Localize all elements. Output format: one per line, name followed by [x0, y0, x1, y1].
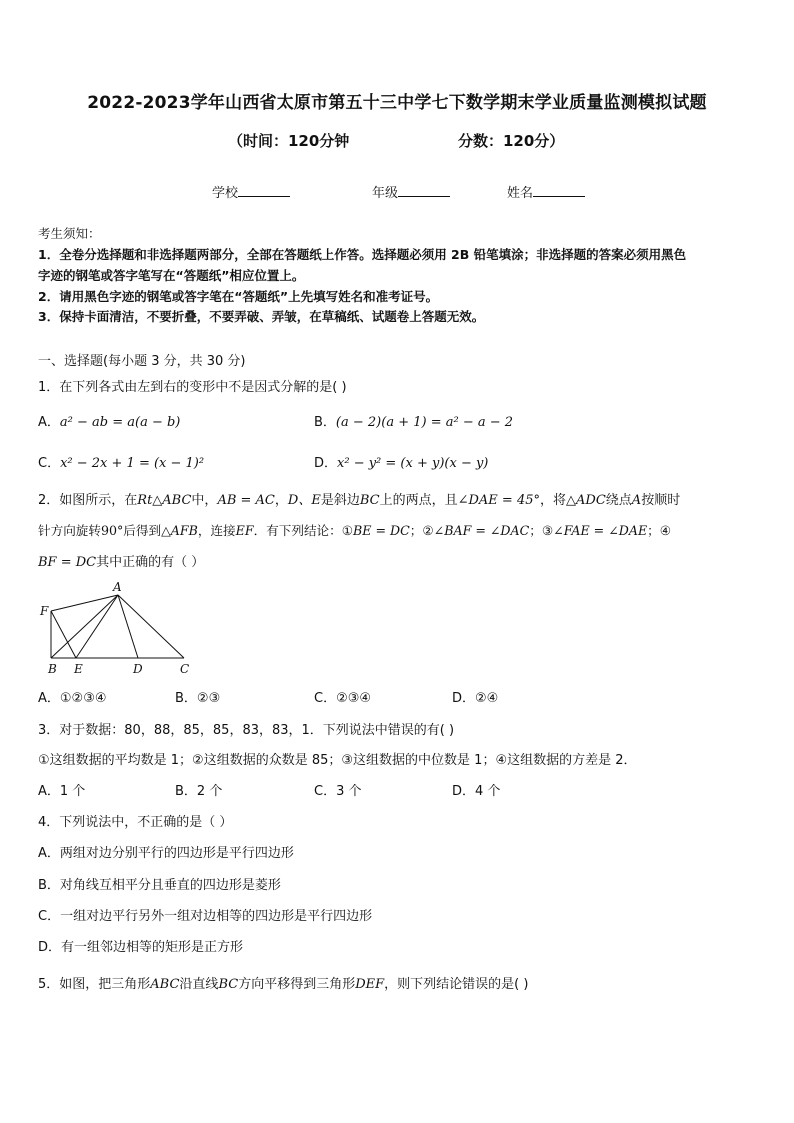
- q3-stem: 3．对于数据：80，88，85，85，83，83，1．下列说法中错误的有( ): [38, 723, 455, 738]
- q2-math: EF: [235, 523, 254, 538]
- q1-option-a[interactable]: [38, 411, 180, 430]
- label-b: B: [48, 662, 57, 676]
- q5-text: ，则下列结论错误的是( ): [384, 977, 529, 992]
- school-field[interactable]: [212, 182, 290, 201]
- name-label: 姓名: [507, 186, 534, 201]
- q2-math: A: [631, 493, 642, 508]
- q2-math: ∠FAE = ∠DAE: [553, 523, 648, 538]
- q2-math: BF = DC: [38, 555, 97, 570]
- q1-option-c-label: C．: [38, 456, 61, 471]
- q5-text: 方向平移得到三角形: [238, 977, 356, 992]
- notice-line-2: 2．请用黑色字迹的钢笔或答字笔在“答题纸”上先填写姓名和准考证号。: [38, 289, 439, 304]
- q4-option-c[interactable]: C．一组对边平行另外一组对边相等的四边形是平行四边形: [38, 909, 373, 924]
- q2-math: ∠DAE = 45°: [457, 493, 540, 508]
- label-f: F: [40, 604, 49, 618]
- q2-text: 其中正确的有（ ）: [96, 555, 205, 570]
- q5-math: ABC: [150, 977, 180, 992]
- q2-text: ；③: [529, 523, 554, 538]
- q3-line2: ①这组数据的平均数是 1；②这组数据的众数是 85；③这组数据的中位数是 1；④这组数据的方差是 2．: [38, 753, 637, 768]
- score-label: 分数：120分）: [458, 132, 565, 150]
- q4-option-b[interactable]: B．对角线互相平分且垂直的四边形是菱形: [38, 878, 281, 893]
- q2-text: 是斜边: [320, 493, 360, 508]
- label-a: A: [113, 580, 122, 594]
- q4-option-d[interactable]: D．有一组邻边相等的矩形是正方形: [38, 940, 244, 955]
- notice-line-1b: 字迹的钢笔或答字笔写在“答题纸”相应位置上。: [38, 268, 305, 283]
- q4-stem: 4．下列说法中，不正确的是（ ）: [38, 815, 233, 830]
- q2-text: ．有下列结论：①: [253, 523, 354, 538]
- grade-blank[interactable]: [398, 184, 450, 197]
- q2-stem-line2: [38, 520, 671, 539]
- q2-math: 90°: [100, 523, 124, 538]
- q5-stem: [38, 973, 528, 992]
- q2-text: 针方向旋转: [38, 523, 101, 538]
- q2-math: Rt△ABC: [137, 493, 192, 508]
- q1-option-c[interactable]: [38, 452, 204, 471]
- q2-figure: [36, 578, 196, 678]
- q1-stem: 1．在下列各式由左到右的变形中不是因式分解的是( ): [38, 380, 347, 395]
- q3-option-a[interactable]: A．1 个: [38, 784, 86, 799]
- q2-math: ∠BAF = ∠DAC: [433, 523, 530, 538]
- q2-option-a[interactable]: A．①②③④: [38, 691, 107, 706]
- q2-option-d[interactable]: D．②④: [452, 691, 499, 706]
- time-label: （时间：120分钟: [228, 132, 350, 150]
- q3-option-d[interactable]: D．4 个: [452, 784, 501, 799]
- name-field[interactable]: [507, 182, 585, 201]
- q2-math: D、E: [287, 493, 321, 508]
- q2-text: ，连接: [197, 523, 236, 538]
- q5-math: BC: [218, 977, 239, 992]
- q2-text: ；④: [647, 523, 672, 538]
- q2-text: ；②: [409, 523, 434, 538]
- q1-option-a-label: A．: [38, 415, 60, 430]
- q3-option-b[interactable]: B．2 个: [175, 784, 223, 799]
- q1-option-b-label: B．: [314, 415, 336, 430]
- q2-stem-line1: [38, 489, 680, 508]
- label-e: E: [74, 662, 83, 676]
- q5-text: 沿直线: [179, 977, 219, 992]
- line-fa: [51, 595, 118, 611]
- q1-option-b[interactable]: [314, 411, 513, 430]
- q2-text: 中，: [191, 493, 218, 508]
- q5-text: 5．如图，把三角形: [38, 977, 151, 992]
- grade-field[interactable]: [372, 182, 450, 201]
- q2-math: BC: [359, 493, 380, 508]
- line-ae: [76, 595, 118, 658]
- q2-text: 绕点: [605, 493, 632, 508]
- q4-option-a[interactable]: A．两组对边分别平行的四边形是平行四边形: [38, 846, 294, 861]
- page-title: 2022-2023学年山西省太原市第五十三中学七下数学期末学业质量监测模拟试题: [87, 93, 707, 113]
- q2-option-c[interactable]: C．②③④: [314, 691, 372, 706]
- line-fe: [51, 611, 76, 658]
- grade-label: 年级: [372, 186, 399, 201]
- q2-math: △ADC: [566, 493, 606, 508]
- notice-heading: 考生须知：: [38, 226, 101, 241]
- q1-option-d-label: D．: [314, 456, 338, 471]
- q1-option-a-formula: a² − ab = a(a − b): [59, 415, 181, 430]
- q2-text: 上的两点，且: [379, 493, 458, 508]
- q2-text: 后得到: [123, 523, 162, 538]
- label-c: C: [180, 662, 190, 676]
- q2-stem-line3: [38, 551, 204, 570]
- notice-line-1: 1．全卷分选择题和非选择题两部分，全部在答题纸上作答。选择题必须用 2B 铅笔填涂；非选择题的答案必须用黑色: [38, 247, 687, 262]
- q1-option-d[interactable]: [314, 452, 488, 471]
- q2-math: △AFB: [161, 523, 198, 538]
- section-heading: 一、选择题(每小题 3 分，共 30 分): [38, 354, 246, 369]
- name-blank[interactable]: [533, 184, 585, 197]
- notice-line-3: 3．保持卡面清洁，不要折叠，不要弄破、弄皱，在草稿纸、试题卷上答题无效。: [38, 309, 485, 324]
- q2-option-b[interactable]: B．②③: [175, 691, 221, 706]
- q2-text: ，: [274, 493, 288, 508]
- q1-option-b-formula: (a − 2)(a + 1) = a² − a − 2: [335, 415, 514, 430]
- q2-math: BE = DC: [353, 523, 410, 538]
- school-blank[interactable]: [238, 184, 290, 197]
- q3-option-c[interactable]: C．3 个: [314, 784, 362, 799]
- school-label: 学校: [212, 186, 239, 201]
- q2-math: AB = AC: [217, 493, 275, 508]
- q2-text: 2．如图所示，在: [38, 493, 138, 508]
- q1-option-c-formula: x² − 2x + 1 = (x − 1)²: [60, 456, 205, 471]
- q2-text: 按顺时: [641, 493, 681, 508]
- q1-option-d-formula: x² − y² = (x + y)(x − y): [337, 456, 489, 471]
- line-ab: [51, 595, 118, 658]
- q2-text: ，将: [540, 493, 567, 508]
- q5-math: DEF: [355, 977, 385, 992]
- label-d: D: [133, 662, 143, 676]
